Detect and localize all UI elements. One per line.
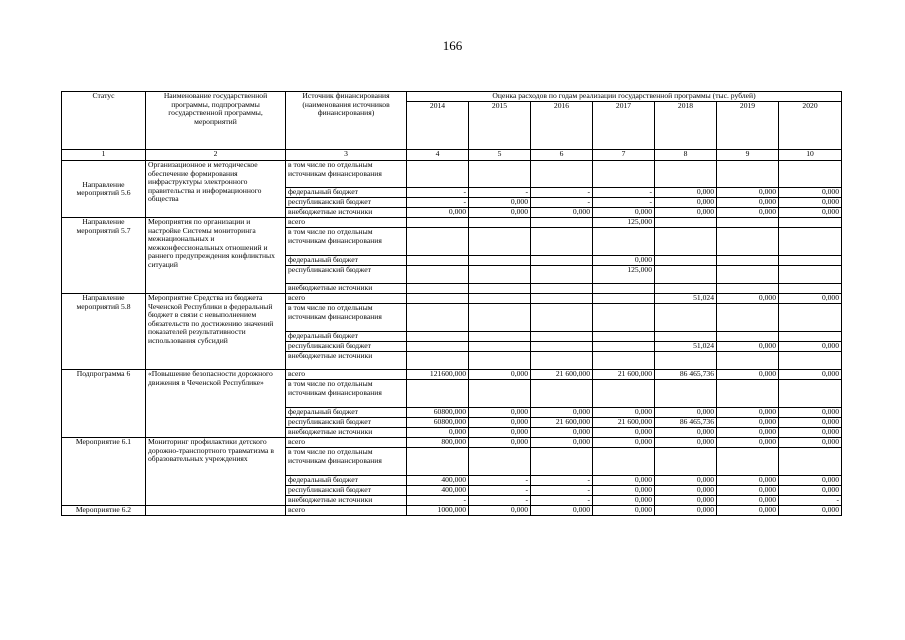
value-cell	[407, 342, 469, 352]
page-number: 166	[442, 38, 463, 53]
value-cell: -	[531, 496, 593, 506]
value-cell: 0,000	[717, 438, 779, 448]
value-cell: 0,000	[593, 256, 655, 266]
value-cell	[469, 448, 531, 476]
value-cell: 86 465,736	[655, 418, 717, 428]
value-cell: -	[593, 198, 655, 208]
value-cell: 0,000	[531, 208, 593, 218]
value-cell: 0,000	[779, 486, 842, 496]
value-cell	[779, 284, 842, 294]
source-cell: республиканский бюджет	[286, 342, 407, 352]
value-cell: 0,000	[717, 408, 779, 418]
value-cell	[407, 352, 469, 370]
value-cell	[717, 228, 779, 256]
value-cell	[407, 380, 469, 408]
value-cell	[779, 380, 842, 408]
source-cell: всего	[286, 218, 407, 228]
value-cell	[779, 218, 842, 228]
status-cell: Направление мероприятий 5.6	[62, 161, 146, 218]
source-cell: внебюджетные источники	[286, 284, 407, 294]
value-cell: 0,000	[779, 506, 842, 516]
value-cell	[531, 380, 593, 408]
source-cell: внебюджетные источники	[286, 428, 407, 438]
source-cell: в том числе по отдельным источникам финансирования	[286, 448, 407, 476]
table-row	[62, 161, 842, 188]
value-cell: 21 600,000	[593, 370, 655, 380]
value-cell: 0,000	[655, 428, 717, 438]
column-number: 5	[469, 150, 531, 161]
value-cell: 86 465,736	[655, 370, 717, 380]
value-cell: 0,000	[593, 476, 655, 486]
table-row	[62, 294, 842, 304]
value-cell	[407, 448, 469, 476]
name-cell: «Повышение безопасности дорожного движения в Чеченской Республике»	[146, 370, 286, 438]
value-cell: 0,000	[779, 418, 842, 428]
value-cell	[717, 218, 779, 228]
value-cell: 0,000	[717, 208, 779, 218]
column-number: 3	[286, 150, 407, 161]
value-cell: 0,000	[593, 428, 655, 438]
value-cell	[655, 228, 717, 256]
value-cell: 0,000	[717, 428, 779, 438]
value-cell: 0,000	[779, 370, 842, 380]
value-cell: 0,000	[717, 370, 779, 380]
value-cell	[717, 304, 779, 332]
table-row	[62, 506, 842, 516]
header-year: 2019	[717, 102, 779, 150]
value-cell: 0,000	[593, 208, 655, 218]
value-cell: 0,000	[469, 208, 531, 218]
value-cell: 0,000	[469, 370, 531, 380]
value-cell: 400,000	[407, 476, 469, 486]
value-cell	[779, 228, 842, 256]
source-cell: республиканский бюджет	[286, 486, 407, 496]
value-cell: -	[407, 188, 469, 198]
value-cell	[593, 294, 655, 304]
source-cell: республиканский бюджет	[286, 198, 407, 208]
source-cell: внебюджетные источники	[286, 352, 407, 370]
value-cell	[469, 256, 531, 266]
status-cell: Мероприятие 6.1	[62, 438, 146, 506]
column-number: 2	[146, 150, 286, 161]
value-cell	[469, 284, 531, 294]
value-cell	[593, 304, 655, 332]
value-cell: 51,024	[655, 294, 717, 304]
header-status: Статус	[62, 92, 146, 150]
value-cell: -	[469, 188, 531, 198]
value-cell	[779, 304, 842, 332]
value-cell: -	[531, 188, 593, 198]
value-cell	[655, 448, 717, 476]
value-cell: 0,000	[469, 198, 531, 208]
value-cell: 0,000	[655, 496, 717, 506]
value-cell: 60800,000	[407, 418, 469, 428]
column-number: 9	[717, 150, 779, 161]
name-cell: Организационное и методическое обеспечение формирования инфраструктуры электронного правительства и информационного общества	[146, 161, 286, 218]
name-cell	[146, 506, 286, 516]
value-cell: 51,024	[655, 342, 717, 352]
value-cell	[593, 161, 655, 188]
value-cell: -	[469, 476, 531, 486]
value-cell	[779, 352, 842, 370]
value-cell: 0,000	[779, 428, 842, 438]
value-cell	[717, 284, 779, 294]
name-cell: Мониторинг профилактики детского дорожно-транспортного травматизма в образовательных учреждениях	[146, 438, 286, 506]
value-cell	[779, 256, 842, 266]
value-cell	[407, 304, 469, 332]
value-cell: 0,000	[779, 408, 842, 418]
value-cell	[407, 284, 469, 294]
value-cell: 0,000	[717, 198, 779, 208]
value-cell: 0,000	[469, 418, 531, 428]
value-cell	[655, 352, 717, 370]
value-cell	[407, 256, 469, 266]
status-cell: Подпрограмма 6	[62, 370, 146, 438]
value-cell	[779, 161, 842, 188]
value-cell: 1000,000	[407, 506, 469, 516]
value-cell: 0,000	[779, 438, 842, 448]
status-cell: Направление мероприятий 5.7	[62, 218, 146, 294]
value-cell: 0,000	[593, 496, 655, 506]
value-cell: 0,000	[655, 188, 717, 198]
value-cell	[469, 161, 531, 188]
source-cell: внебюджетные источники	[286, 208, 407, 218]
value-cell	[593, 380, 655, 408]
value-cell: 21 600,000	[593, 418, 655, 428]
value-cell	[779, 332, 842, 342]
source-cell: республиканский бюджет	[286, 418, 407, 428]
value-cell	[469, 294, 531, 304]
value-cell	[593, 352, 655, 370]
column-number-row	[62, 150, 842, 161]
value-cell	[407, 294, 469, 304]
value-cell: 0,000	[593, 486, 655, 496]
source-cell: внебюджетные источники	[286, 496, 407, 506]
value-cell	[717, 332, 779, 342]
value-cell	[531, 332, 593, 342]
column-number: 4	[407, 150, 469, 161]
value-cell	[531, 228, 593, 256]
value-cell: 0,000	[655, 438, 717, 448]
source-cell: федеральный бюджет	[286, 188, 407, 198]
value-cell: 0,000	[717, 486, 779, 496]
value-cell	[717, 161, 779, 188]
header-year: 2018	[655, 102, 717, 150]
table-row	[62, 370, 842, 380]
header-year: 2017	[593, 102, 655, 150]
value-cell: 121600,000	[407, 370, 469, 380]
value-cell: 0,000	[593, 438, 655, 448]
source-cell: федеральный бюджет	[286, 476, 407, 486]
header-year: 2016	[531, 102, 593, 150]
budget-table	[61, 91, 842, 516]
source-cell: федеральный бюджет	[286, 332, 407, 342]
value-cell	[407, 218, 469, 228]
value-cell	[593, 342, 655, 352]
value-cell: 0,000	[531, 506, 593, 516]
table-row	[62, 438, 842, 448]
value-cell	[531, 266, 593, 284]
value-cell	[469, 342, 531, 352]
value-cell	[469, 218, 531, 228]
source-cell: в том числе по отдельным источникам финансирования	[286, 161, 407, 188]
value-cell: 0,000	[593, 506, 655, 516]
value-cell: 800,000	[407, 438, 469, 448]
value-cell	[531, 161, 593, 188]
column-number: 1	[62, 150, 146, 161]
value-cell: -	[531, 486, 593, 496]
value-cell: 0,000	[655, 408, 717, 418]
value-cell	[469, 352, 531, 370]
value-cell	[469, 266, 531, 284]
value-cell	[531, 294, 593, 304]
column-number: 10	[779, 150, 842, 161]
value-cell: 0,000	[717, 294, 779, 304]
value-cell: 0,000	[717, 496, 779, 506]
value-cell: 0,000	[779, 476, 842, 486]
value-cell	[717, 352, 779, 370]
value-cell	[779, 448, 842, 476]
value-cell	[717, 266, 779, 284]
value-cell: 0,000	[655, 506, 717, 516]
value-cell: 0,000	[717, 476, 779, 486]
value-cell: 0,000	[655, 208, 717, 218]
value-cell	[655, 256, 717, 266]
source-cell: всего	[286, 294, 407, 304]
value-cell	[407, 266, 469, 284]
value-cell	[531, 342, 593, 352]
value-cell	[655, 380, 717, 408]
value-cell	[655, 332, 717, 342]
value-cell: 0,000	[779, 342, 842, 352]
value-cell	[531, 284, 593, 294]
value-cell: 0,000	[531, 438, 593, 448]
source-cell: федеральный бюджет	[286, 256, 407, 266]
value-cell: -	[469, 496, 531, 506]
source-cell: всего	[286, 370, 407, 380]
value-cell: 60800,000	[407, 408, 469, 418]
value-cell: 0,000	[469, 438, 531, 448]
value-cell	[469, 304, 531, 332]
header-year: 2014	[407, 102, 469, 150]
table-row	[62, 218, 842, 228]
value-cell: -	[469, 486, 531, 496]
value-cell: 0,000	[717, 418, 779, 428]
column-number: 6	[531, 150, 593, 161]
value-cell: 0,000	[469, 408, 531, 418]
value-cell: 0,000	[531, 408, 593, 418]
value-cell	[717, 256, 779, 266]
value-cell	[717, 380, 779, 408]
value-cell	[407, 228, 469, 256]
value-cell: 0,000	[531, 428, 593, 438]
value-cell	[779, 266, 842, 284]
source-cell: федеральный бюджет	[286, 408, 407, 418]
source-cell: всего	[286, 506, 407, 516]
value-cell: 21 600,000	[531, 418, 593, 428]
status-cell: Направление мероприятий 5.8	[62, 294, 146, 370]
value-cell	[655, 284, 717, 294]
value-cell: -	[593, 188, 655, 198]
value-cell	[655, 266, 717, 284]
value-cell: -	[531, 476, 593, 486]
value-cell: 125,000	[593, 218, 655, 228]
value-cell	[531, 448, 593, 476]
value-cell	[531, 304, 593, 332]
value-cell: 0,000	[407, 208, 469, 218]
value-cell	[655, 304, 717, 332]
header-name: Наименование государственной программы, подпрограммы государственной программы, мероприятий	[146, 92, 286, 150]
value-cell: 400,000	[407, 486, 469, 496]
value-cell	[531, 256, 593, 266]
value-cell: -	[407, 496, 469, 506]
value-cell: 0,000	[717, 506, 779, 516]
source-cell: республиканский бюджет	[286, 266, 407, 284]
value-cell	[655, 161, 717, 188]
name-cell: Мероприятие Средства из бюджета Чеченской Республики в федеральный бюджет в связи с невыполнением обязательств по достижению значений показателей результативности использования субсидий	[146, 294, 286, 370]
source-cell: в том числе по отдельным источникам финансирования	[286, 228, 407, 256]
value-cell: 125,000	[593, 266, 655, 284]
value-cell	[531, 218, 593, 228]
value-cell: 0,000	[655, 476, 717, 486]
value-cell	[469, 380, 531, 408]
value-cell	[593, 284, 655, 294]
value-cell: 0,000	[717, 188, 779, 198]
value-cell	[407, 332, 469, 342]
value-cell	[469, 332, 531, 342]
value-cell	[593, 228, 655, 256]
source-cell: в том числе по отдельным источникам финансирования	[286, 304, 407, 332]
source-cell: в том числе по отдельным источникам финансирования	[286, 380, 407, 408]
column-number: 8	[655, 150, 717, 161]
value-cell	[717, 448, 779, 476]
value-cell: 0,000	[655, 198, 717, 208]
value-cell: -	[407, 198, 469, 208]
value-cell: -	[779, 496, 842, 506]
value-cell: 0,000	[779, 198, 842, 208]
source-cell: всего	[286, 438, 407, 448]
value-cell: 0,000	[779, 188, 842, 198]
value-cell	[469, 228, 531, 256]
header-year: 2020	[779, 102, 842, 150]
value-cell	[407, 161, 469, 188]
value-cell	[593, 332, 655, 342]
column-number: 7	[593, 150, 655, 161]
value-cell: -	[531, 198, 593, 208]
header-source: Источник финансирования (наименования источников финансирования)	[286, 92, 407, 150]
status-cell: Мероприятие 6.2	[62, 506, 146, 516]
value-cell: 0,000	[469, 428, 531, 438]
value-cell	[531, 352, 593, 370]
value-cell: 21 600,000	[531, 370, 593, 380]
value-cell: 0,000	[779, 208, 842, 218]
value-cell: 0,000	[779, 294, 842, 304]
value-cell: 0,000	[407, 428, 469, 438]
value-cell	[593, 448, 655, 476]
name-cell: Мероприятия по организации и настройке Системы мониторинга межнациональных и межконфессиональных отношений и раннего предупреждения конфликтных ситуаций	[146, 218, 286, 294]
value-cell: 0,000	[655, 486, 717, 496]
value-cell: 0,000	[593, 408, 655, 418]
header-estimate: Оценка расходов по годам реализации государственной программы (тыс. рублей)	[407, 92, 842, 102]
value-cell: 0,000	[717, 342, 779, 352]
value-cell	[655, 218, 717, 228]
header-year: 2015	[469, 102, 531, 150]
value-cell: 0,000	[469, 506, 531, 516]
